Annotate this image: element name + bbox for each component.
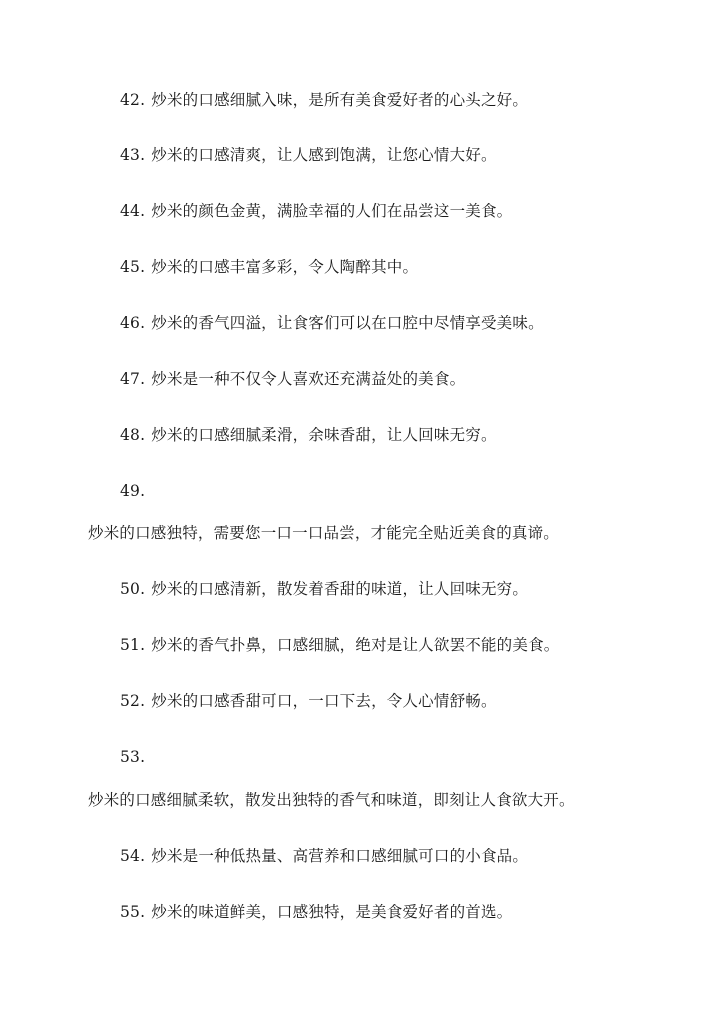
item-number: 49. [120,482,146,500]
item-text: 炒米是一种不仅令人喜欢还充满益处的美食。 [151,370,466,388]
list-item-48 [120,425,497,445]
list-item-43 [120,145,497,165]
item-number: 44. [120,202,146,220]
item-text: 炒米的口感清爽，让人感到饱满，让您心情大好。 [151,146,497,164]
item-number: 55. [120,903,146,921]
item-number: 47. [120,370,146,388]
list-item-49-number [120,481,145,501]
item-number: 54. [120,847,146,865]
item-text: 炒米的口感丰富多彩，令人陶醉其中。 [151,258,419,276]
list-item-44 [120,201,512,221]
item-text: 炒米的口感清新，散发着香甜的味道，让人回味无穷。 [151,580,529,598]
list-item-49-text [88,523,559,543]
item-text: 炒米的口感独特，需要您一口一口品尝，才能完全贴近美食的真谛。 [88,524,560,542]
list-item-51 [120,635,559,655]
list-item-53-number [120,747,145,767]
item-number: 52. [120,692,146,710]
item-text: 炒米的香气四溢，让食客们可以在口腔中尽情享受美味。 [151,314,544,332]
list-item-54 [120,846,528,866]
list-item-42 [120,90,528,110]
list-item-47 [120,369,465,389]
item-number: 45. [120,258,146,276]
item-text: 炒米是一种低热量、高营养和口感细腻可口的小食品。 [151,847,529,865]
list-item-52 [120,691,497,711]
list-item-53-text [88,790,575,810]
item-text: 炒米的味道鲜美，口感独特，是美食爱好者的首选。 [151,903,513,921]
item-number: 53. [120,748,146,766]
item-text: 炒米的口感香甜可口，一口下去，令人心情舒畅。 [151,692,497,710]
item-number: 43. [120,146,146,164]
item-number: 50. [120,580,146,598]
item-text: 炒米的香气扑鼻，口感细腻，绝对是让人欲罢不能的美食。 [151,636,560,654]
item-number: 46. [120,314,146,332]
item-text: 炒米的口感细腻柔软，散发出独特的香气和味道，即刻让人食欲大开。 [88,791,575,809]
list-item-50 [120,579,528,599]
item-number: 42. [120,91,146,109]
item-number: 48. [120,426,146,444]
item-text: 炒米的颜色金黄，满脸幸福的人们在品尝这一美食。 [151,202,513,220]
item-number: 51. [120,636,146,654]
list-item-55 [120,902,512,922]
list-item-45 [120,257,418,277]
list-item-46 [120,313,544,333]
item-text: 炒米的口感细腻柔滑，余味香甜，让人回味无穷。 [151,426,497,444]
item-text: 炒米的口感细腻入味，是所有美食爱好者的心头之好。 [151,91,529,109]
